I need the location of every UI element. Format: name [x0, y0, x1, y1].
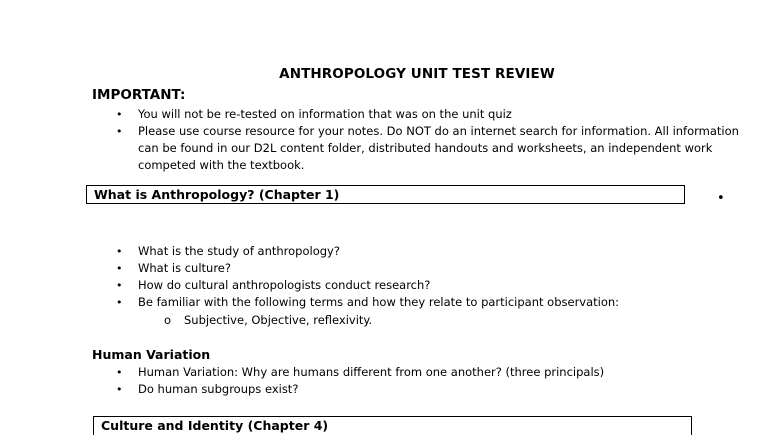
list-item: • Please use course resource for your notes. Do NOT do an internet search for information. All information can be found in our D2L content folder, distributed handouts and worksheets, an independent work competed with the textbook. — [116, 124, 739, 172]
list-item: • How do cultural anthropologists conduct research? — [116, 278, 431, 292]
bullet-icon: • — [116, 245, 123, 258]
bullet-icon: • — [116, 262, 123, 275]
bullet-icon: • — [116, 296, 123, 309]
list-item: • What is culture? — [116, 261, 231, 275]
important-list — [116, 106, 740, 174]
human-variation-list — [116, 364, 738, 398]
bullet-icon: • — [116, 279, 123, 292]
circle-bullet-icon: o — [164, 313, 172, 327]
list-item: • Human Variation: Why are humans different from one another? (three principals) — [116, 365, 605, 379]
chapter-1-list — [116, 243, 738, 311]
bullet-icon: • — [116, 125, 123, 138]
stray-bullet-icon: • — [717, 191, 725, 206]
list-item: • You will not be re-tested on information that was on the unit quiz — [116, 107, 512, 121]
section-header-chapter-1: What is Anthropology? (Chapter 1) — [86, 185, 685, 204]
list-item: • Do human subgroups exist? — [116, 382, 299, 396]
bullet-icon: • — [116, 108, 123, 121]
important-heading: IMPORTANT: — [92, 87, 186, 103]
document-title: ANTHROPOLOGY UNIT TEST REVIEW — [279, 66, 555, 82]
list-item: • Be familiar with the following terms and how they relate to participant observation: — [116, 295, 620, 309]
bullet-icon: • — [116, 383, 123, 396]
list-item: • What is the study of anthropology? — [116, 244, 340, 258]
sub-list-item: o Subjective, Objective, reflexivity. — [164, 313, 373, 327]
section-header-chapter-4: Culture and Identity (Chapter 4) — [93, 416, 692, 435]
section-heading-human-variation: Human Variation — [92, 347, 211, 362]
bullet-icon: • — [116, 366, 123, 379]
